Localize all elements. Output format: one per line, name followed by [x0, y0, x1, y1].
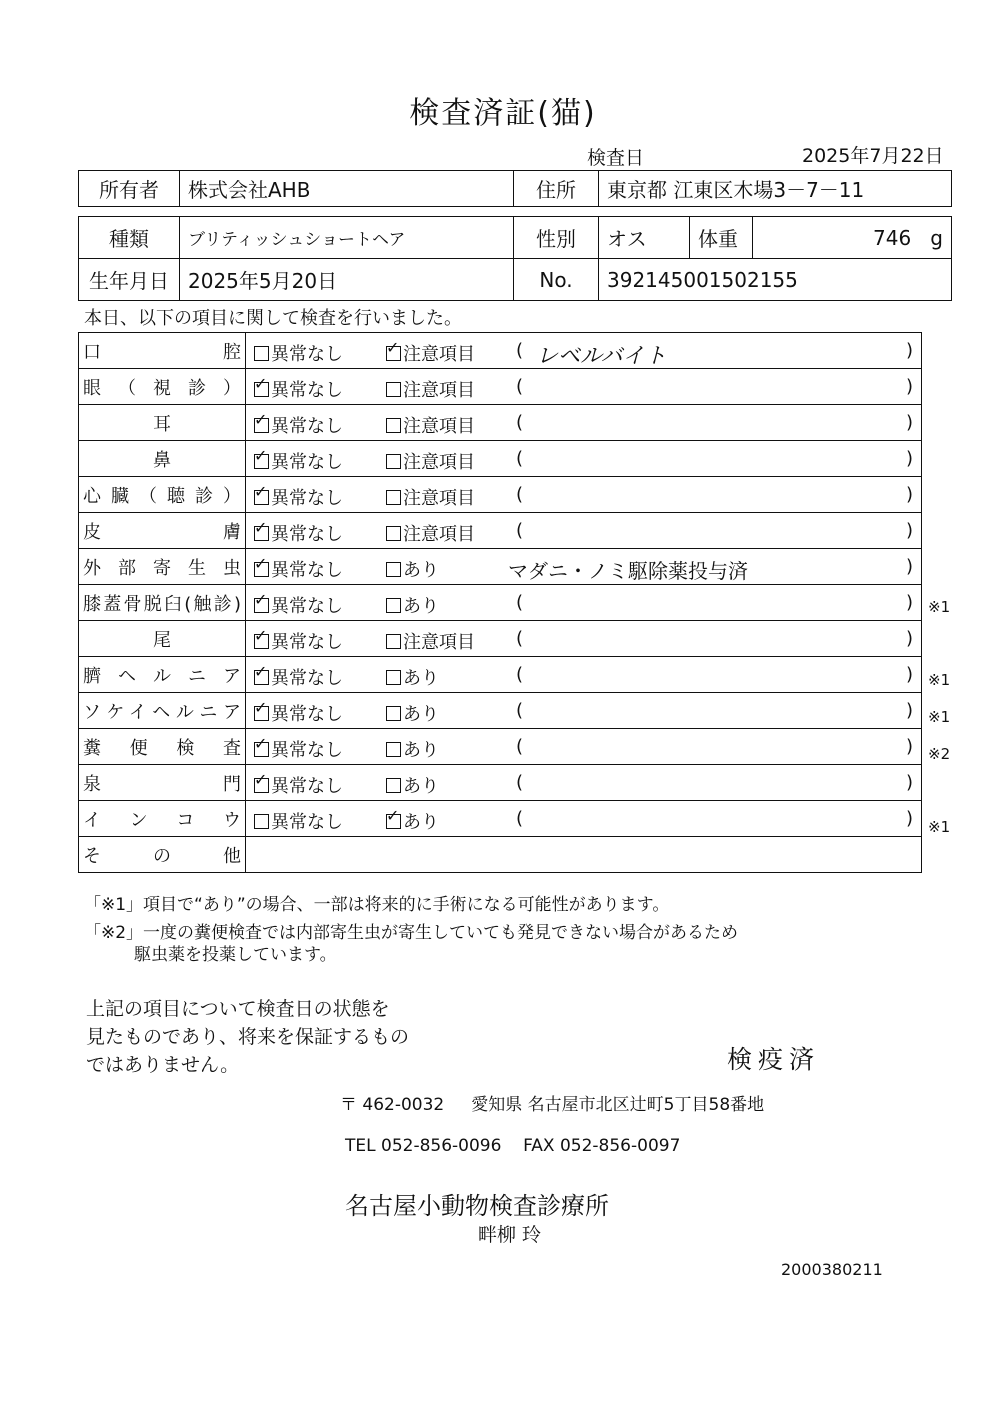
- option-label: あり: [403, 560, 439, 581]
- checked-box-icon: [386, 806, 401, 829]
- exam-item-text: ソケイヘルニア: [83, 701, 241, 723]
- statement: [86, 995, 409, 1079]
- option-label: 異常なし: [271, 560, 343, 581]
- owner-table: [78, 170, 952, 207]
- exam-note: レベルバイト: [536, 344, 667, 369]
- exam-item-label: [79, 549, 246, 585]
- no-value: 392145001502155: [599, 259, 952, 301]
- checkbox-icon: [386, 562, 401, 577]
- exam-result: [246, 333, 922, 369]
- option-attention: [386, 808, 439, 834]
- exam-result: [246, 369, 922, 405]
- check-mark-icon: ✓: [254, 662, 268, 681]
- page-title: 検査済証(猫): [409, 96, 597, 131]
- exam-item-text: 尾: [153, 629, 171, 651]
- exam-table: [78, 332, 922, 873]
- paren-open: (: [516, 664, 524, 685]
- check-mark-icon: ✓: [386, 806, 400, 825]
- option-label: 異常なし: [271, 668, 343, 689]
- exam-row: [79, 333, 922, 369]
- check-mark-icon: ✓: [254, 734, 268, 753]
- option-label: 異常なし: [271, 632, 343, 653]
- checked-box-icon: [254, 446, 269, 469]
- breed-value: ブリティッシュショートヘア: [180, 217, 514, 259]
- exam-item-label: [79, 765, 246, 801]
- paren-open: (: [516, 448, 524, 469]
- exam-date-value: 2025年7月22日: [802, 145, 944, 167]
- paren-close: ): [905, 340, 913, 361]
- check-mark-icon: ✓: [254, 410, 268, 429]
- statement-line: 見たものであり、将来を保証するもの: [86, 1026, 410, 1048]
- option-normal: [254, 592, 343, 618]
- paren-open: (: [516, 340, 524, 361]
- check-mark-icon: ✓: [254, 554, 268, 573]
- exam-item-label: [79, 369, 246, 405]
- intro-text: 本日、以下の項目に関して検査を行いました。: [84, 308, 462, 329]
- option-label: 注意項目: [403, 380, 475, 401]
- option-normal: [254, 448, 343, 474]
- exam-row: [79, 765, 922, 801]
- paren-close: ): [905, 736, 913, 757]
- exam-result: [246, 405, 922, 441]
- exam-result: [246, 657, 922, 693]
- sex-label: 性別: [514, 217, 599, 259]
- checked-box-icon: [254, 626, 269, 649]
- exam-note: マダニ・ノミ駆除薬投与済: [508, 559, 748, 583]
- option-label: 異常なし: [271, 344, 343, 365]
- exam-result: [246, 513, 922, 549]
- paren-open: (: [516, 592, 524, 613]
- exam-row-other: [79, 837, 922, 873]
- exam-item-label: [79, 477, 246, 513]
- exam-item-label: [79, 513, 246, 549]
- exam-row: [79, 801, 922, 837]
- check-mark-icon: ✓: [254, 626, 268, 645]
- owner-label: 所有者: [79, 171, 180, 207]
- footnote-mark: ※1: [928, 818, 951, 837]
- exam-item-text: 耳: [153, 413, 171, 435]
- check-mark-icon: ✓: [386, 338, 400, 357]
- option-label: あり: [403, 596, 439, 617]
- exam-item-text: 糞便検査: [83, 737, 241, 759]
- option-label: 注意項目: [403, 524, 475, 545]
- exam-row: [79, 513, 922, 549]
- option-label: あり: [403, 812, 439, 833]
- option-label: 注意項目: [403, 344, 475, 365]
- option-normal: [254, 520, 343, 546]
- footnote-2: 「※2」一度の糞便検査では内部寄生虫が寄生していても発見できない場合があるため: [84, 923, 739, 943]
- option-label: 注意項目: [403, 416, 475, 437]
- checkbox-icon: [386, 778, 401, 793]
- paren-close: ): [905, 628, 913, 649]
- dob-value: 2025年5月20日: [180, 259, 514, 301]
- option-label: 異常なし: [271, 812, 343, 833]
- option-label: あり: [403, 668, 439, 689]
- option-normal: [254, 628, 343, 654]
- paren-close: ): [905, 412, 913, 433]
- exam-row: [79, 621, 922, 657]
- paren-open: (: [516, 772, 524, 793]
- address-value: 東京都 江東区木場3－7－11: [599, 171, 952, 207]
- paren-close: ): [905, 520, 913, 541]
- paren-open: (: [516, 628, 524, 649]
- exam-result: [246, 441, 922, 477]
- fax-number: FAX 052-856-0097: [523, 1136, 681, 1156]
- option-label: 異常なし: [271, 380, 343, 401]
- option-normal: [254, 808, 343, 834]
- option-attention: [386, 484, 475, 510]
- option-attention: [386, 772, 439, 798]
- checkbox-icon: [386, 490, 401, 505]
- paren-close: ): [905, 700, 913, 721]
- option-normal: [254, 484, 343, 510]
- paren-open: (: [516, 376, 524, 397]
- check-mark-icon: ✓: [254, 590, 268, 609]
- exam-row: [79, 477, 922, 513]
- exam-item-label: [79, 657, 246, 693]
- clinic-address: [340, 1090, 764, 1115]
- exam-row: [79, 657, 922, 693]
- option-label: あり: [403, 740, 439, 761]
- breed-label: 種類: [79, 217, 180, 259]
- paren-close: ): [905, 664, 913, 685]
- exam-item-text: 口 腔: [83, 341, 241, 363]
- checkbox-icon: [386, 454, 401, 469]
- postal-code: 〒 462-0032: [340, 1095, 445, 1115]
- other-value: [246, 837, 922, 873]
- tel-number: TEL 052-856-0096: [345, 1136, 502, 1156]
- exam-item-label: [79, 621, 246, 657]
- check-mark-icon: ✓: [254, 770, 268, 789]
- checkbox-icon: [386, 598, 401, 613]
- weight-unit: g: [930, 225, 943, 250]
- exam-row: [79, 693, 922, 729]
- checked-box-icon: [254, 554, 269, 577]
- option-normal: [254, 664, 343, 690]
- checked-box-icon: [254, 590, 269, 613]
- other-label: その他: [83, 845, 241, 867]
- option-attention: [386, 628, 475, 654]
- checked-box-icon: [386, 338, 401, 361]
- footnote-mark: ※1: [928, 671, 951, 690]
- footnote-1: 「※1」項目で“あり”の場合、一部は将来的に手術になる可能性があります。: [84, 895, 670, 915]
- weight-value: 746: [873, 225, 912, 250]
- paren-open: (: [516, 808, 524, 829]
- sex-value: オス: [599, 217, 690, 259]
- exam-item-text: 心臓（聴診）: [83, 485, 241, 507]
- footnote-mark: ※2: [928, 744, 951, 763]
- option-label: 異常なし: [271, 524, 343, 545]
- checkbox-icon: [386, 526, 401, 541]
- exam-row: [79, 405, 922, 441]
- exam-result: [246, 549, 922, 585]
- paren-open: (: [516, 484, 524, 505]
- option-label: 注意項目: [403, 632, 475, 653]
- paren-close: ): [905, 592, 913, 613]
- exam-item-label: [79, 585, 246, 621]
- checked-box-icon: [254, 410, 269, 433]
- exam-item-text: 眼（視診）: [83, 377, 241, 399]
- checkbox-icon: [386, 706, 401, 721]
- option-label: あり: [403, 776, 439, 797]
- checkbox-icon: [386, 634, 401, 649]
- exam-item-label: [79, 693, 246, 729]
- option-label: 異常なし: [271, 704, 343, 725]
- document-id: 2000380211: [781, 1260, 883, 1279]
- statement-line: ではありません。: [86, 1054, 240, 1076]
- option-normal: [254, 700, 343, 726]
- option-label: 異常なし: [271, 596, 343, 617]
- option-label: 異常なし: [271, 488, 343, 509]
- paren-close: ): [905, 772, 913, 793]
- exam-item-label: [79, 837, 246, 873]
- exam-row: [79, 441, 922, 477]
- checkbox-icon: [386, 670, 401, 685]
- option-label: あり: [403, 704, 439, 725]
- address-label: 住所: [514, 171, 599, 207]
- option-attention: [386, 736, 439, 762]
- organization-name: 名古屋小動物検査診療所: [345, 1192, 609, 1220]
- weight-label: 体重: [690, 217, 753, 259]
- checked-box-icon: [254, 770, 269, 793]
- exam-item-label: [79, 405, 246, 441]
- no-label: No.: [514, 259, 599, 301]
- exam-item-text: インコウ: [83, 809, 241, 831]
- exam-result: [246, 621, 922, 657]
- check-mark-icon: ✓: [254, 446, 268, 465]
- exam-result: [246, 801, 922, 837]
- checked-box-icon: [254, 734, 269, 757]
- option-attention: [386, 592, 439, 618]
- exam-row: [79, 369, 922, 405]
- checked-box-icon: [254, 518, 269, 541]
- exam-row: [79, 549, 922, 585]
- exam-row: [79, 729, 922, 765]
- paren-close: ): [905, 808, 913, 829]
- exam-item-label: [79, 441, 246, 477]
- option-attention: [386, 376, 475, 402]
- check-mark-icon: ✓: [254, 482, 268, 501]
- option-attention: [386, 556, 439, 582]
- option-normal: [254, 340, 343, 366]
- exam-result: [246, 585, 922, 621]
- option-attention: [386, 520, 475, 546]
- option-attention: [386, 448, 475, 474]
- check-mark-icon: ✓: [254, 698, 268, 717]
- option-label: 注意項目: [403, 452, 475, 473]
- checked-box-icon: [254, 482, 269, 505]
- option-attention: [386, 700, 439, 726]
- checked-box-icon: [254, 662, 269, 685]
- option-normal: [254, 556, 343, 582]
- checked-box-icon: [254, 698, 269, 721]
- exam-result: [246, 477, 922, 513]
- exam-item-label: [79, 801, 246, 837]
- pet-table: [78, 216, 952, 301]
- paren-open: (: [516, 520, 524, 541]
- option-normal: [254, 412, 343, 438]
- paren-close: ): [905, 376, 913, 397]
- option-label: 異常なし: [271, 416, 343, 437]
- checkbox-icon: [386, 418, 401, 433]
- exam-result: [246, 729, 922, 765]
- paren-close: ): [905, 448, 913, 469]
- option-label: 注意項目: [403, 488, 475, 509]
- owner-value: 株式会社AHB: [180, 171, 514, 207]
- checkbox-icon: [386, 742, 401, 757]
- check-mark-icon: ✓: [254, 518, 268, 537]
- weight-field: [753, 217, 952, 259]
- option-normal: [254, 736, 343, 762]
- paren-close: ): [905, 484, 913, 505]
- paren-open: (: [516, 700, 524, 721]
- option-label: 異常なし: [271, 776, 343, 797]
- option-attention: [386, 412, 475, 438]
- exam-result: [246, 693, 922, 729]
- option-label: 異常なし: [271, 740, 343, 761]
- checked-box-icon: [254, 374, 269, 397]
- exam-row: [79, 585, 922, 621]
- option-label: 異常なし: [271, 452, 343, 473]
- exam-item-text: 皮 膚: [83, 521, 241, 543]
- option-normal: [254, 376, 343, 402]
- footnote-3: 駆虫薬を投薬しています。: [134, 945, 337, 965]
- statement-line: 上記の項目について検査日の状態を: [86, 998, 390, 1020]
- exam-item-text: 臍ヘルニア: [83, 665, 241, 687]
- footnote-mark: ※1: [928, 597, 951, 616]
- option-normal: [254, 772, 343, 798]
- check-mark-icon: ✓: [254, 374, 268, 393]
- exam-item-label: [79, 333, 246, 369]
- exam-item-text: 外部寄生虫: [83, 557, 241, 579]
- exam-result: [246, 765, 922, 801]
- option-attention: [386, 340, 475, 366]
- checkbox-icon: [386, 382, 401, 397]
- exam-item-text: 膝蓋骨脱臼(触診): [83, 593, 241, 615]
- paren-open: (: [516, 412, 524, 433]
- inspection-stamp: 検疫済: [727, 1045, 821, 1074]
- clinic-contact: [345, 1136, 680, 1156]
- address-location: 愛知県 名古屋市北区辻町5丁目58番地: [471, 1095, 765, 1115]
- checkbox-icon: [254, 814, 269, 829]
- paren-close: ): [905, 556, 913, 577]
- exam-item-text: 鼻: [153, 449, 171, 471]
- exam-item-label: [79, 729, 246, 765]
- option-attention: [386, 664, 439, 690]
- checkbox-icon: [254, 346, 269, 361]
- veterinarian-name: 畔柳 玲: [478, 1224, 542, 1246]
- paren-open: (: [516, 736, 524, 757]
- exam-date-label: 検査日: [587, 147, 645, 169]
- dob-label: 生年月日: [79, 259, 180, 301]
- exam-item-text: 泉 門: [83, 773, 241, 795]
- footnote-mark: ※1: [928, 708, 951, 726]
